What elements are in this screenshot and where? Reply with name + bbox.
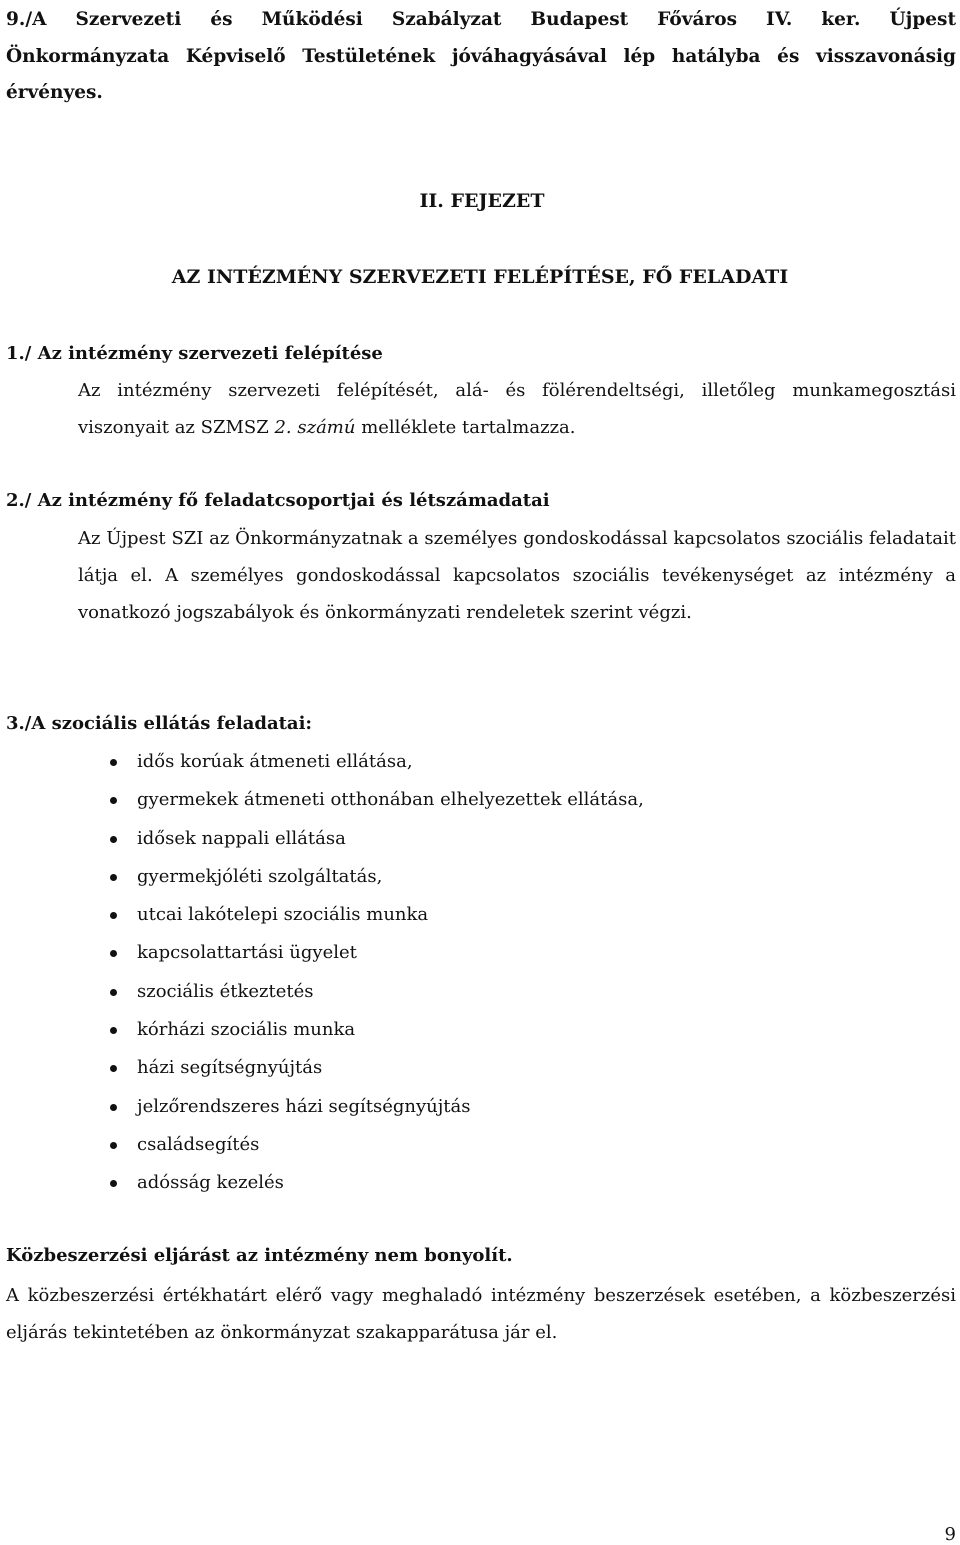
procurement-statement: Közbeszerzési eljárást az intézmény nem bonyolít. bbox=[6, 1245, 513, 1266]
bullet-icon bbox=[110, 950, 117, 957]
list-item-label: kórházi szociális munka bbox=[137, 1019, 356, 1041]
procurement-body: A közbeszerzési értékhatárt elérő vagy meghaladó intézmény beszerzések esetében, a közbeszerzési eljárás tekintetében az önkormányzat szakapparátusa jár el. bbox=[6, 1285, 956, 1343]
intro-paragraph: 9./A Szervezeti és Működési Szabályzat Budapest Főváros IV. ker. Újpest Önkormányzata Képviselő Testületének jóváhagyásával lép hatályba és visszavonásig érvényes. bbox=[6, 9, 956, 103]
bullet-icon bbox=[110, 989, 117, 996]
section2-heading: 2./ Az intézmény fő feladatcsoportjai és létszámadatai bbox=[6, 490, 550, 511]
list-item-label: házi segítségnyújtás bbox=[137, 1057, 323, 1079]
list-item-label: kapcsolattartási ügyelet bbox=[137, 942, 357, 964]
section2-body: Az Újpest SZI az Önkormányzatnak a személyes gondoskodással kapcsolatos szociális feladatait látja el. A személyes gondoskodással kapcsolatos szociális tevékenységet az intézmény a vonatkozó jogszabályok és önkormányzati rendeletek szerint végzi. bbox=[78, 528, 956, 623]
section3-heading: 3./A szociális ellátás feladatai: bbox=[6, 713, 313, 734]
bullet-icon bbox=[110, 797, 117, 804]
list-item-label: idősek nappali ellátása bbox=[137, 827, 346, 849]
bullet-icon bbox=[110, 1142, 117, 1149]
bullet-icon bbox=[110, 874, 117, 881]
page-number: 9 bbox=[944, 1524, 956, 1545]
bullet-icon bbox=[110, 1027, 117, 1034]
list-item-label: jelzőrendszeres házi segítségnyújtás bbox=[137, 1095, 471, 1117]
bullet-icon bbox=[110, 1065, 117, 1072]
bullet-icon bbox=[110, 1104, 117, 1111]
bullet-icon bbox=[110, 759, 117, 766]
section1-heading: 1./ Az intézmény szervezeti felépítése bbox=[6, 343, 383, 364]
list-item-label: gyermekjóléti szolgáltatás, bbox=[137, 865, 383, 887]
list-item-label: utcai lakótelepi szociális munka bbox=[137, 904, 429, 926]
section1-body bbox=[78, 372, 956, 446]
section1-body-italic: 2. számú bbox=[274, 417, 356, 438]
section1-body-tail: melléklete tartalmazza. bbox=[355, 417, 576, 438]
bullet-icon bbox=[110, 912, 117, 919]
section1-body-text: Az intézmény szervezeti felépítését, alá- és fölérendeltségi, illetőleg munkamegosztási viszonyait az SZMSZ bbox=[78, 380, 956, 438]
list-item-label: szociális étkeztetés bbox=[137, 980, 314, 1002]
chapter-title: AZ INTÉZMÉNY SZERVEZETI FELÉPÍTÉSE, FŐ FELADATI bbox=[171, 266, 789, 288]
chapter-number: II. FEJEZET bbox=[419, 190, 545, 212]
bullet-icon bbox=[110, 1180, 117, 1187]
bullet-icon bbox=[110, 836, 117, 843]
list-item-label: idős korúak átmeneti ellátása, bbox=[137, 751, 413, 772]
list-item-label: gyermekek átmeneti otthonában elhelyezettek ellátása, bbox=[137, 789, 644, 811]
list-item-label: adósság kezelés bbox=[137, 1172, 284, 1194]
list-item-label: családsegítés bbox=[137, 1133, 260, 1155]
